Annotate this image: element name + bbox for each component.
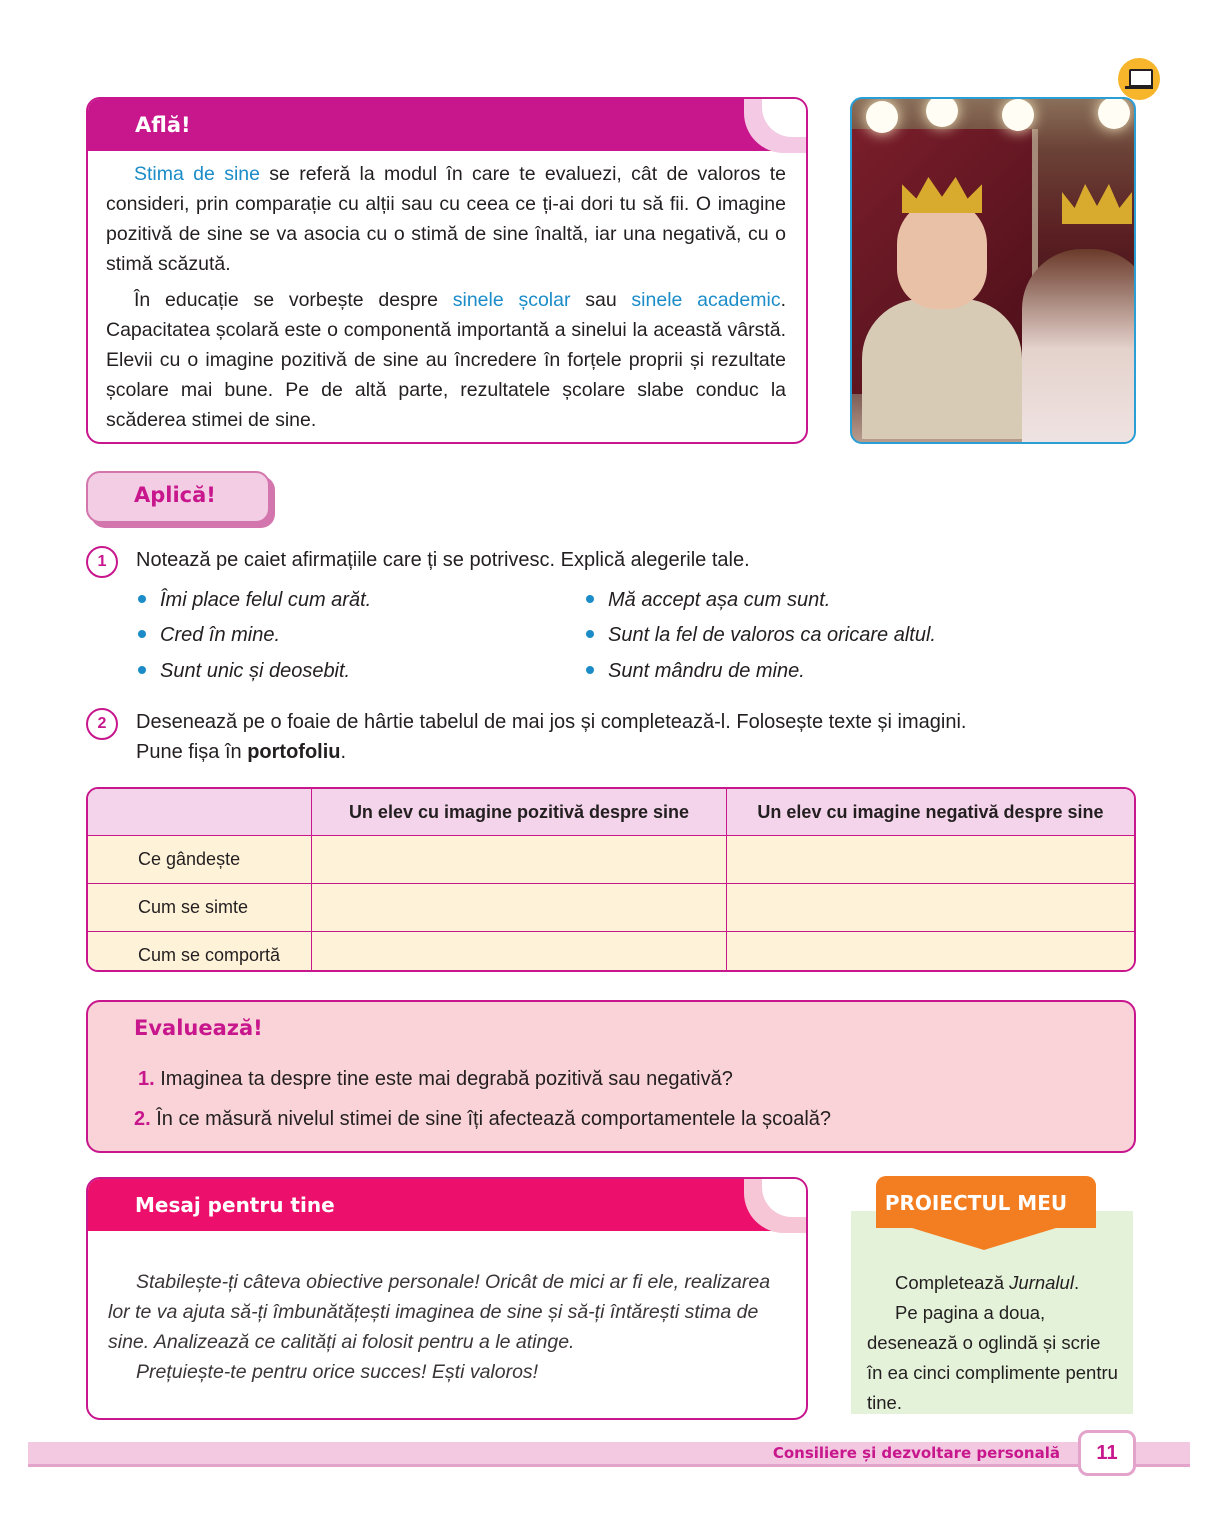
footer-subject: Consiliere și dezvoltare personală [772, 1444, 1060, 1462]
term-stima: Stima de sine [134, 163, 260, 185]
eval-item: 1. Imaginea ta despre tine este mai degrabă pozitivă sau negativă? [138, 1068, 733, 1090]
term-sinele-academic: sinele academic [631, 289, 781, 311]
girl-mirror-photo [850, 97, 1136, 444]
eval-item: 2. În ce măsură nivelul stimei de sine îți afectează comportamentele la școală? [134, 1108, 832, 1130]
table-row-label: Cum se comportă [88, 932, 312, 973]
afla-p2b: sau [570, 289, 632, 311]
afla-title: Află! [135, 113, 191, 137]
table-cell [727, 884, 1135, 932]
table-header-cell: Un elev cu imagine pozitivă despre sine [312, 789, 727, 836]
question-1-text: Notează pe caiet afirmațiile care ți se potrivesc. Explică alegerile tale. [136, 549, 750, 571]
afla-box [86, 97, 808, 444]
table-cell [312, 836, 727, 884]
table-cell [312, 932, 727, 973]
proiect-title: PROIECTUL MEU [884, 1191, 1068, 1215]
mesaj-text: Stabilește-ți câteva obiective personale! Oricât de mici ar fi ele, realizarea lor te va ajuta să-ți îmbunătățești imaginea de sine și să-ți întărești stima de sine. Analizează ce calități ai folosit pentru a le atinge. Prețuiește-te pentru orice succes! Ești valoros! [108, 1271, 771, 1383]
list-item: Mă accept așa cum sunt. [586, 589, 830, 612]
term-sinele-scolar: sinele școlar [452, 289, 571, 311]
table-header-row [88, 789, 1134, 836]
afla-p2c: . Capacitatea școlară este o componentă importantă a sinelui la această vârstă. Elevii cu o imagine pozitivă de sine au încredere în forțele proprii și rezultate școlare mai bune. Pe de altă parte, rezultatele școlare slabe conduc la scăderea stimei de sine. [106, 289, 786, 431]
afla-header [88, 99, 806, 151]
afla-p1: se referă la modul în care te evaluezi, cât de valoros te consideri, prin comparație cu alții sau cu ceea ce ți-ai dori tu să fii. O imagine pozitivă de sine se va asocia cu o stimă de sine înaltă, iar una negativă, cu o stimă scăzută. [106, 163, 786, 275]
table-header-cell [88, 789, 312, 836]
question-1-number: 1 [86, 546, 118, 578]
list-item: Îmi place felul cum arăt. [138, 589, 371, 612]
table-row [88, 836, 1134, 884]
list-item: Sunt la fel de valoros ca oricare altul. [586, 624, 936, 647]
afla-text [106, 159, 786, 441]
self-image-table [86, 787, 1136, 972]
evalueaza-title: Evaluează! [134, 1016, 263, 1040]
mesaj-header [88, 1179, 806, 1231]
list-item: Sunt mândru de mine. [586, 660, 805, 683]
list-item: Cred în mine. [138, 624, 280, 647]
computer-icon [1118, 58, 1160, 100]
mesaj-box [86, 1177, 808, 1420]
list-item: Sunt unic și deosebit. [138, 660, 350, 683]
table-cell [312, 884, 727, 932]
table-header-cell: Un elev cu imagine negativă despre sine [727, 789, 1135, 836]
table-row [88, 932, 1134, 973]
mesaj-title: Mesaj pentru tine [135, 1193, 335, 1217]
table-row-label: Cum se simte [88, 884, 312, 932]
footer-line [28, 1464, 1190, 1467]
page-number: 11 [1078, 1430, 1136, 1476]
proiect-banner-arrow [912, 1228, 1056, 1250]
aplica-title: Aplică! [134, 483, 216, 507]
proiect-text: Completează Jurnalul. Pe pagina a doua, desenează o oglindă și scrie în ea cinci complimente pentru tine. [867, 1272, 1118, 1413]
table-row [88, 884, 1134, 932]
table-cell [727, 836, 1135, 884]
table-cell [727, 932, 1135, 973]
table-row-label: Ce gândește [88, 836, 312, 884]
afla-p2a: În educație se vorbește despre [134, 289, 453, 311]
question-2-number: 2 [86, 708, 118, 740]
portofoliu-word: portofoliu [247, 741, 341, 763]
question-2-text: Desenează pe o foaie de hârtie tabelul de mai jos și completează-l. Folosește texte și imagini. Pune fișa în portofoliu. [136, 711, 967, 763]
